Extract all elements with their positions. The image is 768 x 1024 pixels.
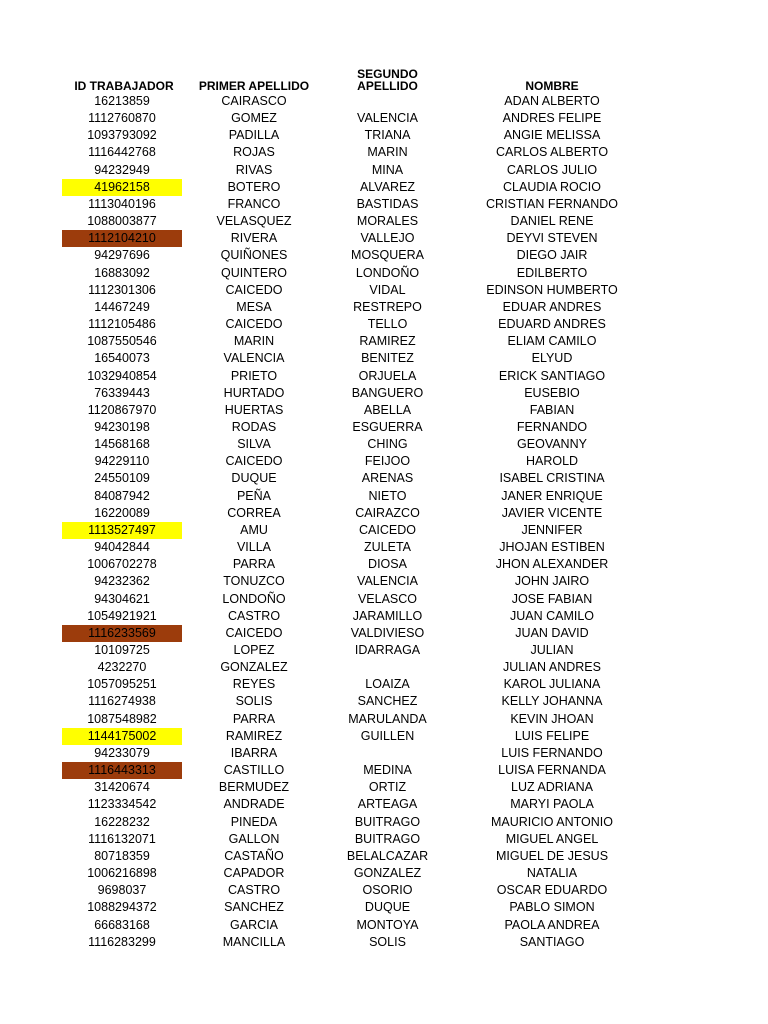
table-row <box>0 299 768 316</box>
cell-id-trabajador[interactable]: 10109725 <box>94 643 150 657</box>
cell-id-trabajador[interactable]: 16228232 <box>94 814 150 829</box>
cell-id-trabajador[interactable]: 1087550546 <box>87 334 157 349</box>
cell-id-trabajador[interactable]: 14467249 <box>94 299 150 314</box>
table-row <box>0 625 768 642</box>
table-row <box>0 127 768 144</box>
cell-nombre[interactable]: SANTIAGO <box>519 934 585 949</box>
table-row <box>0 316 768 333</box>
cell-primer-apellido[interactable]: GARCIA <box>230 917 278 932</box>
cell-primer-apellido[interactable]: CAICEDO <box>225 317 283 332</box>
cell-nombre[interactable]: JUAN DAVID <box>515 625 589 640</box>
table-row <box>0 488 768 505</box>
cell-segundo-apellido[interactable]: RAMIREZ <box>359 334 416 349</box>
cell-segundo-apellido[interactable]: CHING <box>367 437 408 452</box>
cell-segundo-apellido[interactable]: BENITEZ <box>361 351 414 366</box>
cell-segundo-apellido[interactable]: ZULETA <box>364 540 411 555</box>
table-row <box>0 591 768 608</box>
table-row <box>0 728 768 745</box>
cell-nombre[interactable]: FABIAN <box>529 402 575 417</box>
cell-id-trabajador[interactable]: 94232949 <box>94 162 150 177</box>
table-body <box>0 93 768 951</box>
table-row <box>0 693 768 710</box>
table-row <box>0 402 768 419</box>
cell-id-trabajador[interactable]: 1113040196 <box>88 196 156 211</box>
cell-primer-apellido[interactable]: PEÑA <box>236 488 272 503</box>
cell-id-trabajador[interactable]: 94232362 <box>94 574 150 589</box>
header-segundo-apellido-line2: APELLIDO <box>357 79 418 93</box>
cell-segundo-apellido[interactable]: OSORIO <box>362 883 413 898</box>
cell-primer-apellido[interactable]: REYES <box>232 677 276 692</box>
cell-nombre[interactable]: JENNIFER <box>521 522 583 537</box>
cell-id-trabajador[interactable]: 1116233569 <box>62 625 182 642</box>
cell-id-trabajador[interactable]: 1112301306 <box>88 282 156 297</box>
cell-id-trabajador[interactable]: 1093793092 <box>87 128 157 143</box>
cell-segundo-apellido[interactable]: MARULANDA <box>348 711 427 726</box>
cell-nombre[interactable]: EDILBERTO <box>516 265 588 280</box>
cell-nombre[interactable]: ANGIE MELISSA <box>503 128 601 143</box>
cell-id-trabajador[interactable]: 1116274938 <box>88 694 156 709</box>
cell-nombre[interactable]: LUIS FERNANDO <box>501 745 603 760</box>
cell-id-trabajador[interactable]: 1032940854 <box>87 368 157 383</box>
cell-segundo-apellido[interactable] <box>330 745 445 762</box>
cell-primer-apellido[interactable]: TONUZCO <box>223 574 285 589</box>
cell-id-trabajador[interactable]: 9698037 <box>97 883 147 898</box>
cell-primer-apellido[interactable]: AMU <box>240 522 268 537</box>
cell-nombre[interactable]: MIGUEL DE JESUS <box>495 848 609 863</box>
cell-nombre[interactable]: EDINSON HUMBERTO <box>486 282 618 297</box>
cell-primer-apellido[interactable]: MARIN <box>233 334 275 349</box>
table-row <box>0 368 768 385</box>
cell-id-trabajador[interactable]: 16540073 <box>94 351 150 366</box>
cell-nombre[interactable]: JAVIER VICENTE <box>501 505 603 520</box>
cell-primer-apellido[interactable]: CASTRO <box>227 883 281 898</box>
cell-segundo-apellido[interactable]: VIDAL <box>369 282 406 297</box>
cell-segundo-apellido[interactable]: ABELLA <box>363 402 412 417</box>
cell-segundo-apellido[interactable]: SOLIS <box>369 934 406 949</box>
cell-primer-apellido[interactable]: CAICEDO <box>225 625 283 640</box>
cell-segundo-apellido[interactable]: ORJUELA <box>358 368 417 383</box>
cell-primer-apellido[interactable]: PARRA <box>232 711 276 726</box>
cell-id-trabajador[interactable]: 80718359 <box>94 848 150 863</box>
cell-primer-apellido[interactable]: BERMUDEZ <box>218 780 290 795</box>
cell-segundo-apellido[interactable]: CAICEDO <box>359 522 416 537</box>
table-row <box>0 711 768 728</box>
cell-id-trabajador[interactable]: 1113527497 <box>62 522 182 539</box>
table-row <box>0 350 768 367</box>
cell-primer-apellido[interactable]: DUQUE <box>231 471 277 486</box>
cell-nombre[interactable]: JULIAN <box>530 643 574 657</box>
table-row <box>0 522 768 539</box>
cell-segundo-apellido[interactable]: SANCHEZ <box>357 694 418 709</box>
table-row <box>0 573 768 590</box>
cell-segundo-apellido[interactable]: MOSQUERA <box>351 248 424 263</box>
header-id-trabajador: ID TRABAJADOR <box>74 79 174 93</box>
table-row <box>0 642 768 659</box>
cell-nombre[interactable]: CRISTIAN FERNANDO <box>486 196 618 211</box>
cell-primer-apellido[interactable]: ROJAS <box>233 145 275 160</box>
table-row <box>0 865 768 882</box>
cell-nombre[interactable]: DIEGO JAIR <box>516 248 588 263</box>
cell-id-trabajador[interactable]: 1112760870 <box>88 111 156 126</box>
cell-segundo-apellido[interactable]: BUITRAGO <box>354 814 421 829</box>
cell-segundo-apellido[interactable] <box>330 659 445 676</box>
cell-id-trabajador[interactable]: 1116442768 <box>88 145 156 160</box>
table-row <box>0 247 768 264</box>
cell-nombre[interactable]: JHOJAN ESTIBEN <box>499 540 605 555</box>
cell-segundo-apellido[interactable]: ALVAREZ <box>359 179 416 194</box>
table-row <box>0 385 768 402</box>
cell-primer-apellido[interactable]: QUINTERO <box>221 265 287 280</box>
table-row <box>0 814 768 831</box>
cell-primer-apellido[interactable]: FRANCO <box>227 196 281 211</box>
cell-primer-apellido[interactable]: CAICEDO <box>225 282 283 297</box>
cell-segundo-apellido[interactable]: VALENCIA <box>357 111 418 126</box>
cell-segundo-apellido[interactable]: DIOSA <box>368 557 407 572</box>
cell-id-trabajador[interactable]: 94304621 <box>94 591 150 606</box>
cell-primer-apellido[interactable]: PINEDA <box>230 814 278 829</box>
cell-id-trabajador[interactable]: 41962158 <box>62 179 182 196</box>
table-row <box>0 162 768 179</box>
cell-segundo-apellido[interactable]: LOAIZA <box>365 677 410 692</box>
table-row <box>0 505 768 522</box>
cell-id-trabajador[interactable]: 16220089 <box>94 505 150 520</box>
cell-nombre[interactable]: CARLOS JULIO <box>506 162 598 177</box>
cell-id-trabajador[interactable]: 94230198 <box>94 419 150 434</box>
table-row <box>0 762 768 779</box>
cell-nombre[interactable]: LUZ ADRIANA <box>511 780 593 795</box>
cell-segundo-apellido[interactable]: MEDINA <box>363 763 412 778</box>
cell-segundo-apellido[interactable]: ORTIZ <box>368 780 407 795</box>
cell-segundo-apellido[interactable]: TRIANA <box>364 128 411 143</box>
cell-primer-apellido[interactable]: GONZALEZ <box>220 660 288 675</box>
table-row <box>0 745 768 762</box>
cell-id-trabajador[interactable]: 94233079 <box>94 745 150 760</box>
cell-segundo-apellido[interactable]: NIETO <box>368 488 407 503</box>
cell-nombre[interactable]: HAROLD <box>525 454 579 469</box>
cell-primer-apellido[interactable]: MANCILLA <box>222 934 286 949</box>
header-segundo-apellido-line1: SEGUNDO <box>357 67 418 81</box>
cell-id-trabajador[interactable]: 94042844 <box>94 540 150 555</box>
cell-segundo-apellido[interactable]: IDARRAGA <box>354 643 421 657</box>
table-row <box>0 556 768 573</box>
cell-segundo-apellido[interactable]: MONTOYA <box>356 917 419 932</box>
cell-segundo-apellido[interactable]: ARTEAGA <box>357 797 418 812</box>
cell-id-trabajador[interactable]: 24550109 <box>94 471 150 486</box>
cell-primer-apellido[interactable]: CASTAÑO <box>224 848 284 863</box>
cell-primer-apellido[interactable]: CASTRO <box>227 608 281 623</box>
cell-nombre[interactable]: CARLOS ALBERTO <box>495 145 609 160</box>
cell-id-trabajador[interactable]: 66683168 <box>94 917 150 932</box>
cell-primer-apellido[interactable]: VILLA <box>236 540 272 555</box>
table-row <box>0 453 768 470</box>
cell-segundo-apellido[interactable]: CAIRAZCO <box>355 505 420 520</box>
cell-segundo-apellido[interactable]: ARENAS <box>361 471 414 486</box>
cell-nombre[interactable]: NATALIA <box>526 866 578 881</box>
cell-segundo-apellido[interactable]: MARIN <box>367 145 408 160</box>
table-row <box>0 93 768 110</box>
cell-id-trabajador[interactable]: 1006702278 <box>87 557 157 572</box>
cell-nombre[interactable]: KELLY JOHANNA <box>501 694 603 709</box>
cell-id-trabajador[interactable]: 1123334542 <box>87 797 157 812</box>
table-row <box>0 917 768 934</box>
cell-nombre[interactable]: EDUAR ANDRES <box>502 299 602 314</box>
cell-segundo-apellido[interactable]: GONZALEZ <box>353 866 422 881</box>
cell-nombre[interactable]: DANIEL RENE <box>510 214 594 229</box>
header-nombre: NOMBRE <box>525 79 579 93</box>
cell-nombre[interactable]: ANDRES FELIPE <box>502 111 602 126</box>
cell-segundo-apellido[interactable]: LONDOÑO <box>355 265 420 280</box>
cell-id-trabajador[interactable]: 1116283299 <box>88 934 156 949</box>
cell-nombre[interactable]: MAURICIO ANTONIO <box>490 814 613 829</box>
cell-id-trabajador[interactable]: 1116443313 <box>62 762 182 779</box>
table-row <box>0 899 768 916</box>
cell-primer-apellido[interactable]: GOMEZ <box>231 111 277 126</box>
cell-id-trabajador[interactable]: 4232270 <box>97 660 147 675</box>
cell-primer-apellido[interactable]: IBARRA <box>230 745 278 760</box>
cell-primer-apellido[interactable]: QUIÑONES <box>220 248 288 263</box>
table-row <box>0 934 768 951</box>
cell-nombre[interactable]: PABLO SIMON <box>509 900 595 915</box>
cell-segundo-apellido[interactable]: GUILLEN <box>360 728 415 743</box>
cell-primer-apellido[interactable]: GALLON <box>228 831 280 846</box>
cell-id-trabajador[interactable]: 31420674 <box>94 780 150 795</box>
cell-primer-apellido[interactable]: HURTADO <box>223 385 285 400</box>
cell-primer-apellido[interactable]: SILVA <box>237 437 271 452</box>
cell-primer-apellido[interactable]: CASTILLO <box>223 763 285 778</box>
table-row <box>0 419 768 436</box>
cell-segundo-apellido[interactable]: RESTREPO <box>353 299 422 314</box>
cell-segundo-apellido[interactable]: TELLO <box>367 317 408 332</box>
cell-segundo-apellido[interactable] <box>330 93 445 110</box>
cell-id-trabajador[interactable]: 1144175002 <box>62 728 182 745</box>
table-row <box>0 110 768 127</box>
cell-nombre[interactable]: CLAUDIA ROCIO <box>503 179 601 194</box>
table-row <box>0 213 768 230</box>
cell-id-trabajador[interactable]: 1116132071 <box>88 831 156 846</box>
cell-id-trabajador[interactable]: 1088003877 <box>87 214 157 229</box>
cell-id-trabajador[interactable]: 1054921921 <box>87 608 157 623</box>
cell-primer-apellido[interactable]: MESA <box>236 299 272 314</box>
cell-nombre[interactable]: LUIS FELIPE <box>514 728 590 743</box>
cell-primer-apellido[interactable]: CORREA <box>227 505 281 520</box>
cell-primer-apellido[interactable]: PRIETO <box>230 368 278 383</box>
table-row <box>0 608 768 625</box>
cell-nombre[interactable]: EUSEBIO <box>524 385 580 400</box>
cell-id-trabajador[interactable]: 1112104210 <box>62 230 182 247</box>
cell-id-trabajador[interactable]: 94297696 <box>94 248 150 263</box>
cell-nombre[interactable]: DEYVI STEVEN <box>506 231 598 246</box>
cell-segundo-apellido[interactable]: VELASCO <box>357 591 418 606</box>
table-row <box>0 265 768 282</box>
table-row <box>0 436 768 453</box>
cell-primer-apellido[interactable]: CAIRASCO <box>221 94 287 108</box>
cell-primer-apellido[interactable]: CAPADOR <box>223 866 285 881</box>
cell-segundo-apellido[interactable]: JARAMILLO <box>352 608 423 623</box>
cell-primer-apellido[interactable]: RAMIREZ <box>225 728 283 743</box>
cell-nombre[interactable]: ADAN ALBERTO <box>504 94 600 108</box>
cell-segundo-apellido[interactable]: DUQUE <box>364 900 411 915</box>
table-row <box>0 539 768 556</box>
cell-nombre[interactable]: JOSE FABIAN <box>511 591 593 606</box>
table-row <box>0 179 768 196</box>
cell-primer-apellido[interactable]: VALENCIA <box>223 351 285 366</box>
cell-primer-apellido[interactable]: HUERTAS <box>224 402 284 417</box>
cell-id-trabajador[interactable]: 1088294372 <box>87 900 157 915</box>
cell-primer-apellido[interactable]: SANCHEZ <box>224 900 284 915</box>
cell-id-trabajador[interactable]: 1087548982 <box>87 711 157 726</box>
cell-nombre[interactable]: JHON ALEXANDER <box>495 557 609 572</box>
header-segundo-apellido <box>330 68 445 92</box>
cell-primer-apellido[interactable]: BOTERO <box>227 179 281 194</box>
table-row <box>0 882 768 899</box>
cell-id-trabajador[interactable]: 1112105486 <box>88 317 156 332</box>
cell-nombre[interactable]: MARYI PAOLA <box>510 797 594 812</box>
cell-segundo-apellido[interactable]: VALLEJO <box>360 231 415 246</box>
cell-segundo-apellido[interactable]: VALENCIA <box>357 574 418 589</box>
cell-nombre[interactable]: ELIAM CAMILO <box>507 334 597 349</box>
cell-nombre[interactable]: MIGUEL ANGEL <box>505 831 599 846</box>
cell-segundo-apellido[interactable]: ESGUERRA <box>352 419 423 434</box>
cell-primer-apellido[interactable]: CAICEDO <box>225 454 283 469</box>
cell-nombre[interactable]: KEVIN JHOAN <box>510 711 594 726</box>
cell-id-trabajador[interactable]: 16213859 <box>94 94 150 108</box>
table-row <box>0 659 768 676</box>
cell-nombre[interactable]: EDUARD ANDRES <box>498 317 606 332</box>
cell-segundo-apellido[interactable]: BANGUERO <box>351 385 424 400</box>
table-row <box>0 848 768 865</box>
table-row <box>0 230 768 247</box>
cell-segundo-apellido[interactable]: MORALES <box>356 214 419 229</box>
cell-primer-apellido[interactable]: RIVAS <box>235 162 273 177</box>
cell-segundo-apellido[interactable]: BUITRAGO <box>354 831 421 846</box>
cell-nombre[interactable]: ELYUD <box>531 351 573 366</box>
cell-segundo-apellido[interactable]: BASTIDAS <box>356 196 419 211</box>
cell-primer-apellido[interactable]: PADILLA <box>228 128 280 143</box>
table-row <box>0 676 768 693</box>
cell-primer-apellido[interactable]: LONDOÑO <box>222 591 286 606</box>
cell-nombre[interactable]: JUAN CAMILO <box>509 608 595 623</box>
header-primer-apellido: PRIMER APELLIDO <box>198 79 310 93</box>
table-row <box>0 144 768 161</box>
table-row <box>0 779 768 796</box>
cell-id-trabajador[interactable]: 1006216898 <box>87 866 157 881</box>
cell-id-trabajador[interactable]: 94229110 <box>94 454 150 469</box>
cell-primer-apellido[interactable]: SOLIS <box>235 694 273 709</box>
cell-nombre[interactable]: FERNANDO <box>516 419 588 434</box>
table-row <box>0 196 768 213</box>
table-row <box>0 470 768 487</box>
cell-nombre[interactable]: OSCAR EDUARDO <box>496 883 608 898</box>
table-row <box>0 796 768 813</box>
cell-primer-apellido[interactable]: LOPEZ <box>233 643 275 657</box>
cell-segundo-apellido[interactable]: BELALCAZAR <box>346 848 429 863</box>
cell-id-trabajador[interactable]: 76339443 <box>94 385 150 400</box>
table-row <box>0 282 768 299</box>
cell-nombre[interactable]: PAOLA ANDREA <box>504 917 600 932</box>
cell-id-trabajador[interactable]: 1120867970 <box>87 402 157 417</box>
table-row <box>0 333 768 350</box>
cell-nombre[interactable]: KAROL JULIANA <box>503 677 601 692</box>
cell-primer-apellido[interactable]: RODAS <box>231 419 277 434</box>
cell-primer-apellido[interactable]: PARRA <box>232 557 276 572</box>
cell-nombre[interactable]: JANER ENRIQUE <box>501 488 603 503</box>
table-row <box>0 831 768 848</box>
cell-nombre[interactable]: LUISA FERNANDA <box>498 763 606 778</box>
cell-primer-apellido[interactable]: VELASQUEZ <box>216 214 292 229</box>
cell-nombre[interactable]: GEOVANNY <box>517 437 587 452</box>
cell-segundo-apellido[interactable]: FEIJOO <box>364 454 411 469</box>
cell-nombre[interactable]: JOHN JAIRO <box>514 574 590 589</box>
cell-id-trabajador[interactable]: 16883092 <box>94 265 150 280</box>
cell-primer-apellido[interactable]: ANDRADE <box>223 797 285 812</box>
cell-id-trabajador[interactable]: 84087942 <box>94 488 150 503</box>
cell-nombre[interactable]: ERICK SANTIAGO <box>498 368 606 383</box>
cell-nombre[interactable]: ISABEL CRISTINA <box>499 471 605 486</box>
cell-primer-apellido[interactable]: RIVERA <box>230 231 278 246</box>
cell-nombre[interactable]: JULIAN ANDRES <box>503 660 601 675</box>
cell-id-trabajador[interactable]: 14568168 <box>94 437 150 452</box>
cell-id-trabajador[interactable]: 1057095251 <box>87 677 157 692</box>
cell-segundo-apellido[interactable]: MINA <box>371 162 404 177</box>
cell-segundo-apellido[interactable]: VALDIVIESO <box>350 625 425 640</box>
